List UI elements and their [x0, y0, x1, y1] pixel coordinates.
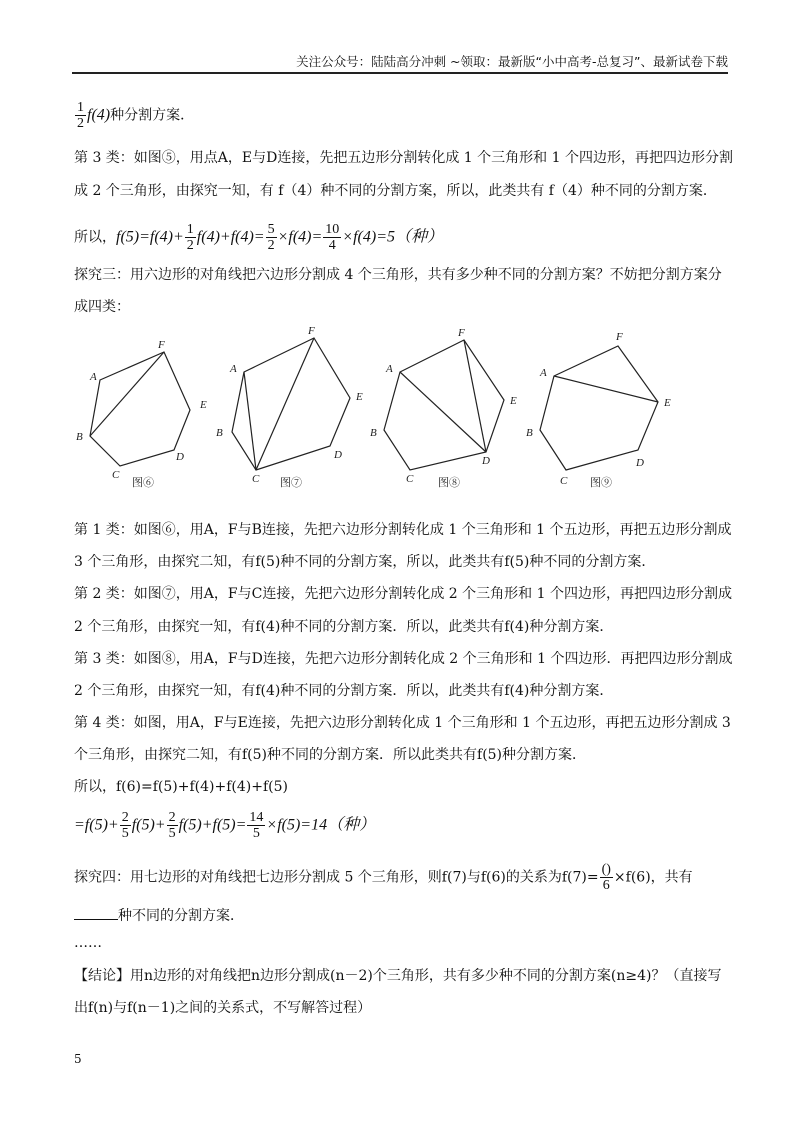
- figure-9: [526, 331, 671, 489]
- svg-text:B: B: [370, 427, 377, 439]
- text-line: 第 4 类：如图，用A，F与E连接，先把六边形分割转化成 1 个三角形和 1 个五边形，再把五边形分割成 3: [74, 715, 731, 731]
- svg-text:F: F: [616, 331, 623, 343]
- svg-text:D: D: [482, 455, 490, 467]
- text-line: $\frac{1}{2}$ f(4)种分割方案．: [77, 100, 195, 131]
- text-line: 3 个三角形，由探究二知，有f(5)种不同的分割方案，所以，此类共有f(5)种不同的分割方案．: [74, 554, 656, 570]
- svg-text:D: D: [334, 449, 342, 461]
- figure-8: [370, 327, 517, 489]
- formula-line: =f(5)+ $\frac{2}{5}$ f(5)+ $\frac{2}{5}$ f(5)+f(5)= $\frac{14}{5}$ ×f(5)=14（种）: [74, 810, 376, 841]
- text-line: 2 个三角形，由探究一知，有f(4)种不同的分割方案．所以，此类共有f(4)种分割方案．: [74, 619, 614, 635]
- svg-text:图⑧: 图⑧: [438, 477, 460, 489]
- text-line: 成四类：: [74, 299, 130, 315]
- svg-text:E: E: [664, 397, 671, 409]
- text-line: 第 1 类：如图⑥，用A，F与B连接，先把六边形分割转化成 1 个三角形和 1 个五边形，再把五边形分割成: [74, 522, 732, 538]
- svg-text:A: A: [230, 363, 237, 375]
- hexagon-figures: [60, 320, 740, 500]
- figure-7: [216, 325, 363, 489]
- conclusion-line: 【结论】用n边形的对角线把n边形分割成(n－2)个三角形，共有多少种不同的分割方案(n≥4)？（直接写: [74, 968, 722, 984]
- svg-text:C: C: [406, 473, 414, 485]
- svg-text:图⑨: 图⑨: [590, 477, 612, 489]
- text-line: 2 个三角形，由探究一知，有f(4)种不同的分割方案．所以，此类共有f(4)种分割方案．: [74, 683, 614, 699]
- page-header: [72, 52, 728, 74]
- text-line: 第 2 类：如图⑦，用A，F与C连接，先把六边形分割转化成 2 个三角形和 1 个四边形，再把四边形分割成: [74, 586, 732, 602]
- svg-text:A: A: [90, 371, 97, 383]
- formula-line: 所以，f(5)=f(4)+ $\frac{1}{2}$ f(4)+f(4)= $\frac{5}{2}$ ×f(4)= $\frac{10}{4}$ ×f(4)=5（种）: [74, 222, 443, 253]
- svg-text:A: A: [540, 367, 547, 379]
- svg-text:F: F: [308, 325, 315, 337]
- svg-text:E: E: [356, 391, 363, 403]
- text-line: 成 2 个三角形，由探究一知，有 f（4）种不同的分割方案，所以，此类共有 f（4）种不同的分割方案．: [74, 183, 717, 199]
- conclusion-line: 出f(n)与f(n－1)之间的关系式，不写解答过程）: [74, 1000, 372, 1016]
- text-line: 探究三：用六边形的对角线把六边形分割成 4 个三角形，共有多少种不同的分割方案？不妨把分割方案分: [74, 267, 722, 283]
- svg-text:E: E: [200, 399, 207, 411]
- svg-text:图⑥: 图⑥: [132, 477, 154, 489]
- svg-text:F: F: [458, 327, 465, 339]
- svg-text:B: B: [216, 427, 223, 439]
- svg-text:D: D: [636, 457, 644, 469]
- svg-text:C: C: [112, 469, 120, 481]
- svg-text:E: E: [510, 395, 517, 407]
- text-line: 种不同的分割方案．: [74, 905, 244, 926]
- formula-line: 探究四：用七边形的对角线把七边形分割成 5 个三角形，则f(7)与f(6)的关系为f(7)= $\frac{()}{6}$ ×f(6)，共有: [74, 862, 693, 893]
- header-text: 关注公众号：陆陆高分冲刺 ~领取：最新版“小中高考-总复习”、最新试卷下载: [296, 54, 728, 69]
- svg-text:D: D: [176, 451, 184, 463]
- page-number: 5: [74, 1052, 82, 1066]
- svg-text:F: F: [158, 339, 165, 351]
- formula-line: 所以，f(6)=f(5)+f(4)+f(4)+f(5): [74, 779, 288, 795]
- svg-text:B: B: [526, 427, 533, 439]
- svg-text:C: C: [252, 473, 260, 485]
- figure-6: [76, 339, 207, 489]
- text-line: 第 3 类：如图⑤，用点A，E与D连接，先把五边形分割转化成 1 个三角形和 1 个四边形，再把四边形分割: [74, 150, 733, 166]
- fraction: $\frac{1}{2}$: [77, 100, 84, 131]
- text-line: 个三角形，由探究二知，有f(5)种不同的分割方案．所以此类共有f(5)种分割方案．: [74, 747, 587, 763]
- svg-text:图⑦: 图⑦: [280, 477, 302, 489]
- svg-text:C: C: [560, 475, 568, 487]
- svg-text:A: A: [386, 363, 393, 375]
- text-line: 第 3 类：如图⑧，用A，F与D连接，先把六边形分割转化成 2 个三角形和 1 个四边形．再把四边形分割成: [74, 651, 733, 667]
- svg-text:B: B: [76, 431, 83, 443]
- ellipsis: ……: [74, 935, 102, 951]
- answer-blank[interactable]: [74, 905, 118, 920]
